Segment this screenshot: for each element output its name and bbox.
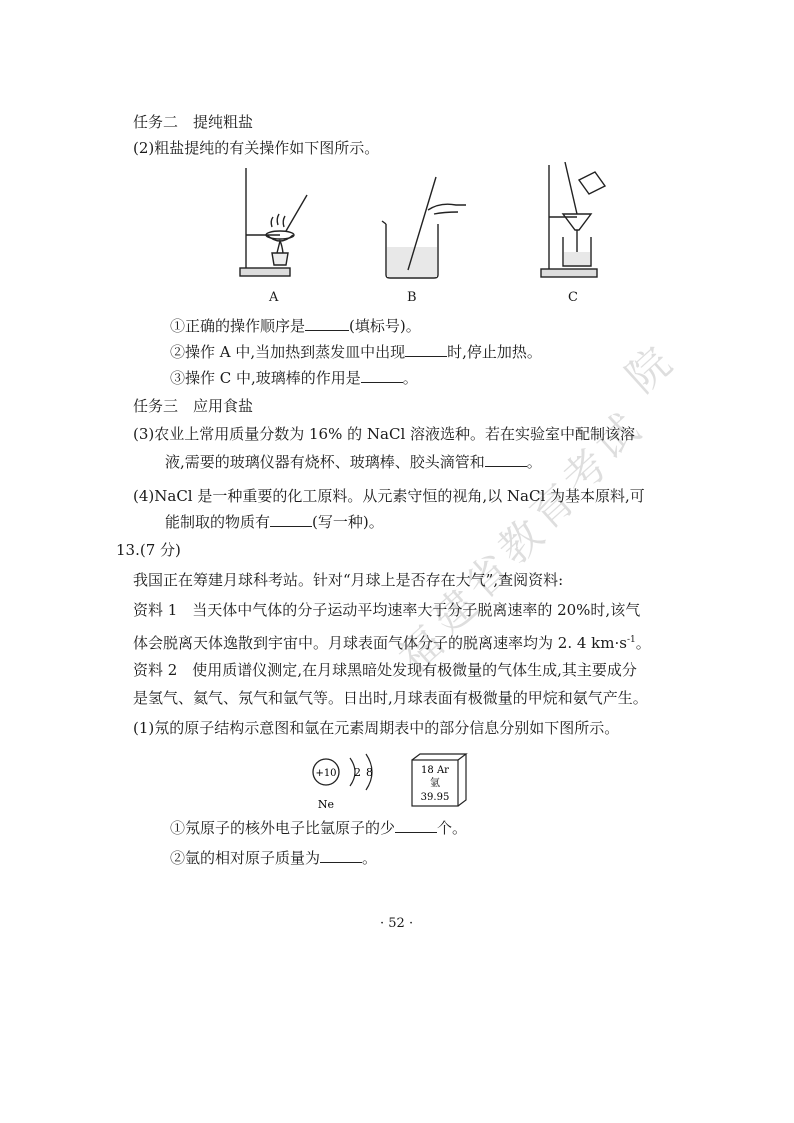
argon-name: 氩 <box>430 778 440 789</box>
watermark-char: 院 <box>616 337 681 403</box>
figure-label-b: B <box>407 290 417 305</box>
neon-atomic-structure <box>310 752 390 814</box>
subquestion-2-1: ①正确的操作顺序是 (填标号)。 <box>170 317 421 335</box>
neon-symbol: Ne <box>317 798 335 811</box>
question-13-number: 13.(7 分) <box>116 541 181 559</box>
watermark-char: 福 <box>388 617 453 683</box>
argon-atomic-mass: 39.95 <box>420 792 450 803</box>
subquestion-13-2: ②氩的相对原子质量为 。 <box>170 849 378 867</box>
watermark-char: 教 <box>488 509 553 575</box>
filtration-apparatus-figure <box>535 162 615 284</box>
question-3-line2: 液,需要的玻璃仪器有烧杯、玻璃棒、胶头滴管和 。 <box>165 453 542 471</box>
watermark-char: 省 <box>455 544 520 610</box>
question-3-line1: (3)农业上常用质量分数为 16% 的 NaCl 溶液选种。若在实验室中配制该溶 <box>133 425 636 443</box>
answer-blank[interactable] <box>361 368 403 383</box>
answer-blank[interactable] <box>305 316 349 331</box>
watermark-char: 考 <box>552 439 617 505</box>
page-number: · 52 · <box>380 916 414 931</box>
question-4-line2: 能制取的物质有 (写一种)。 <box>165 513 384 531</box>
subquestion-2-2: ②操作 A 中,当加热到蒸发皿中出现 时,停止加热。 <box>170 343 542 361</box>
watermark-char: 育 <box>520 474 585 540</box>
figure-label-c: C <box>568 290 578 305</box>
watermark-char: 建 <box>422 579 487 645</box>
answer-blank[interactable] <box>405 342 447 357</box>
dissolving-beaker-figure <box>378 172 468 282</box>
neon-nucleus-charge: +10 <box>315 768 337 779</box>
evaporation-apparatus-figure <box>232 165 312 283</box>
answer-blank[interactable] <box>270 512 312 527</box>
material-1-line2: 体会脱离天体逸散到宇宙中。月球表面气体分子的脱离速率均为 2. 4 $km\cdot s^{-1}$。 <box>133 634 651 652</box>
question-4-line1: (4)NaCl 是一种重要的化工原料。从元素守恒的视角,以 NaCl 为基本原料,可 <box>133 487 645 505</box>
task3-heading: 任务三 应用食盐 <box>133 397 254 415</box>
answer-blank[interactable] <box>320 848 362 863</box>
watermark-char: 试 <box>584 404 649 470</box>
material-2-line1: 资料 2 使用质谱仪测定,在月球黑暗处发现有极微量的气体生成,其主要成分 <box>133 661 637 679</box>
neon-shell-2: 8 <box>366 766 373 779</box>
figure-label-a: A <box>269 290 279 305</box>
answer-blank[interactable] <box>485 452 527 467</box>
question-13-part1: (1)氖的原子结构示意图和氩在元素周期表中的部分信息分别如下图所示。 <box>133 719 620 737</box>
subquestion-2-3: ③操作 C 中,玻璃棒的作用是 。 <box>170 369 418 387</box>
subquestion-13-1: ①氖原子的核外电子比氩原子的少 个。 <box>170 819 468 837</box>
question-13-intro: 我国正在筹建月球科考站。针对“月球上是否存在大气”,查阅资料: <box>133 571 564 589</box>
answer-blank[interactable] <box>395 818 437 833</box>
neon-shell-1: 2 <box>354 766 361 779</box>
material-2-line2: 是氢气、氦气、氖气和氩气等。日出时,月球表面有极微量的甲烷和氨气产生。 <box>133 689 648 707</box>
material-1-line1: 资料 1 当天体中气体的分子运动平均速率大于分子脱离速率的 20%时,该气 <box>133 601 641 619</box>
argon-number-symbol: 18 Ar <box>421 765 449 776</box>
task2-heading: 任务二 提纯粗盐 <box>133 113 254 131</box>
argon-element-cell <box>410 752 470 808</box>
question-2: (2)粗盐提纯的有关操作如下图所示。 <box>133 139 380 157</box>
